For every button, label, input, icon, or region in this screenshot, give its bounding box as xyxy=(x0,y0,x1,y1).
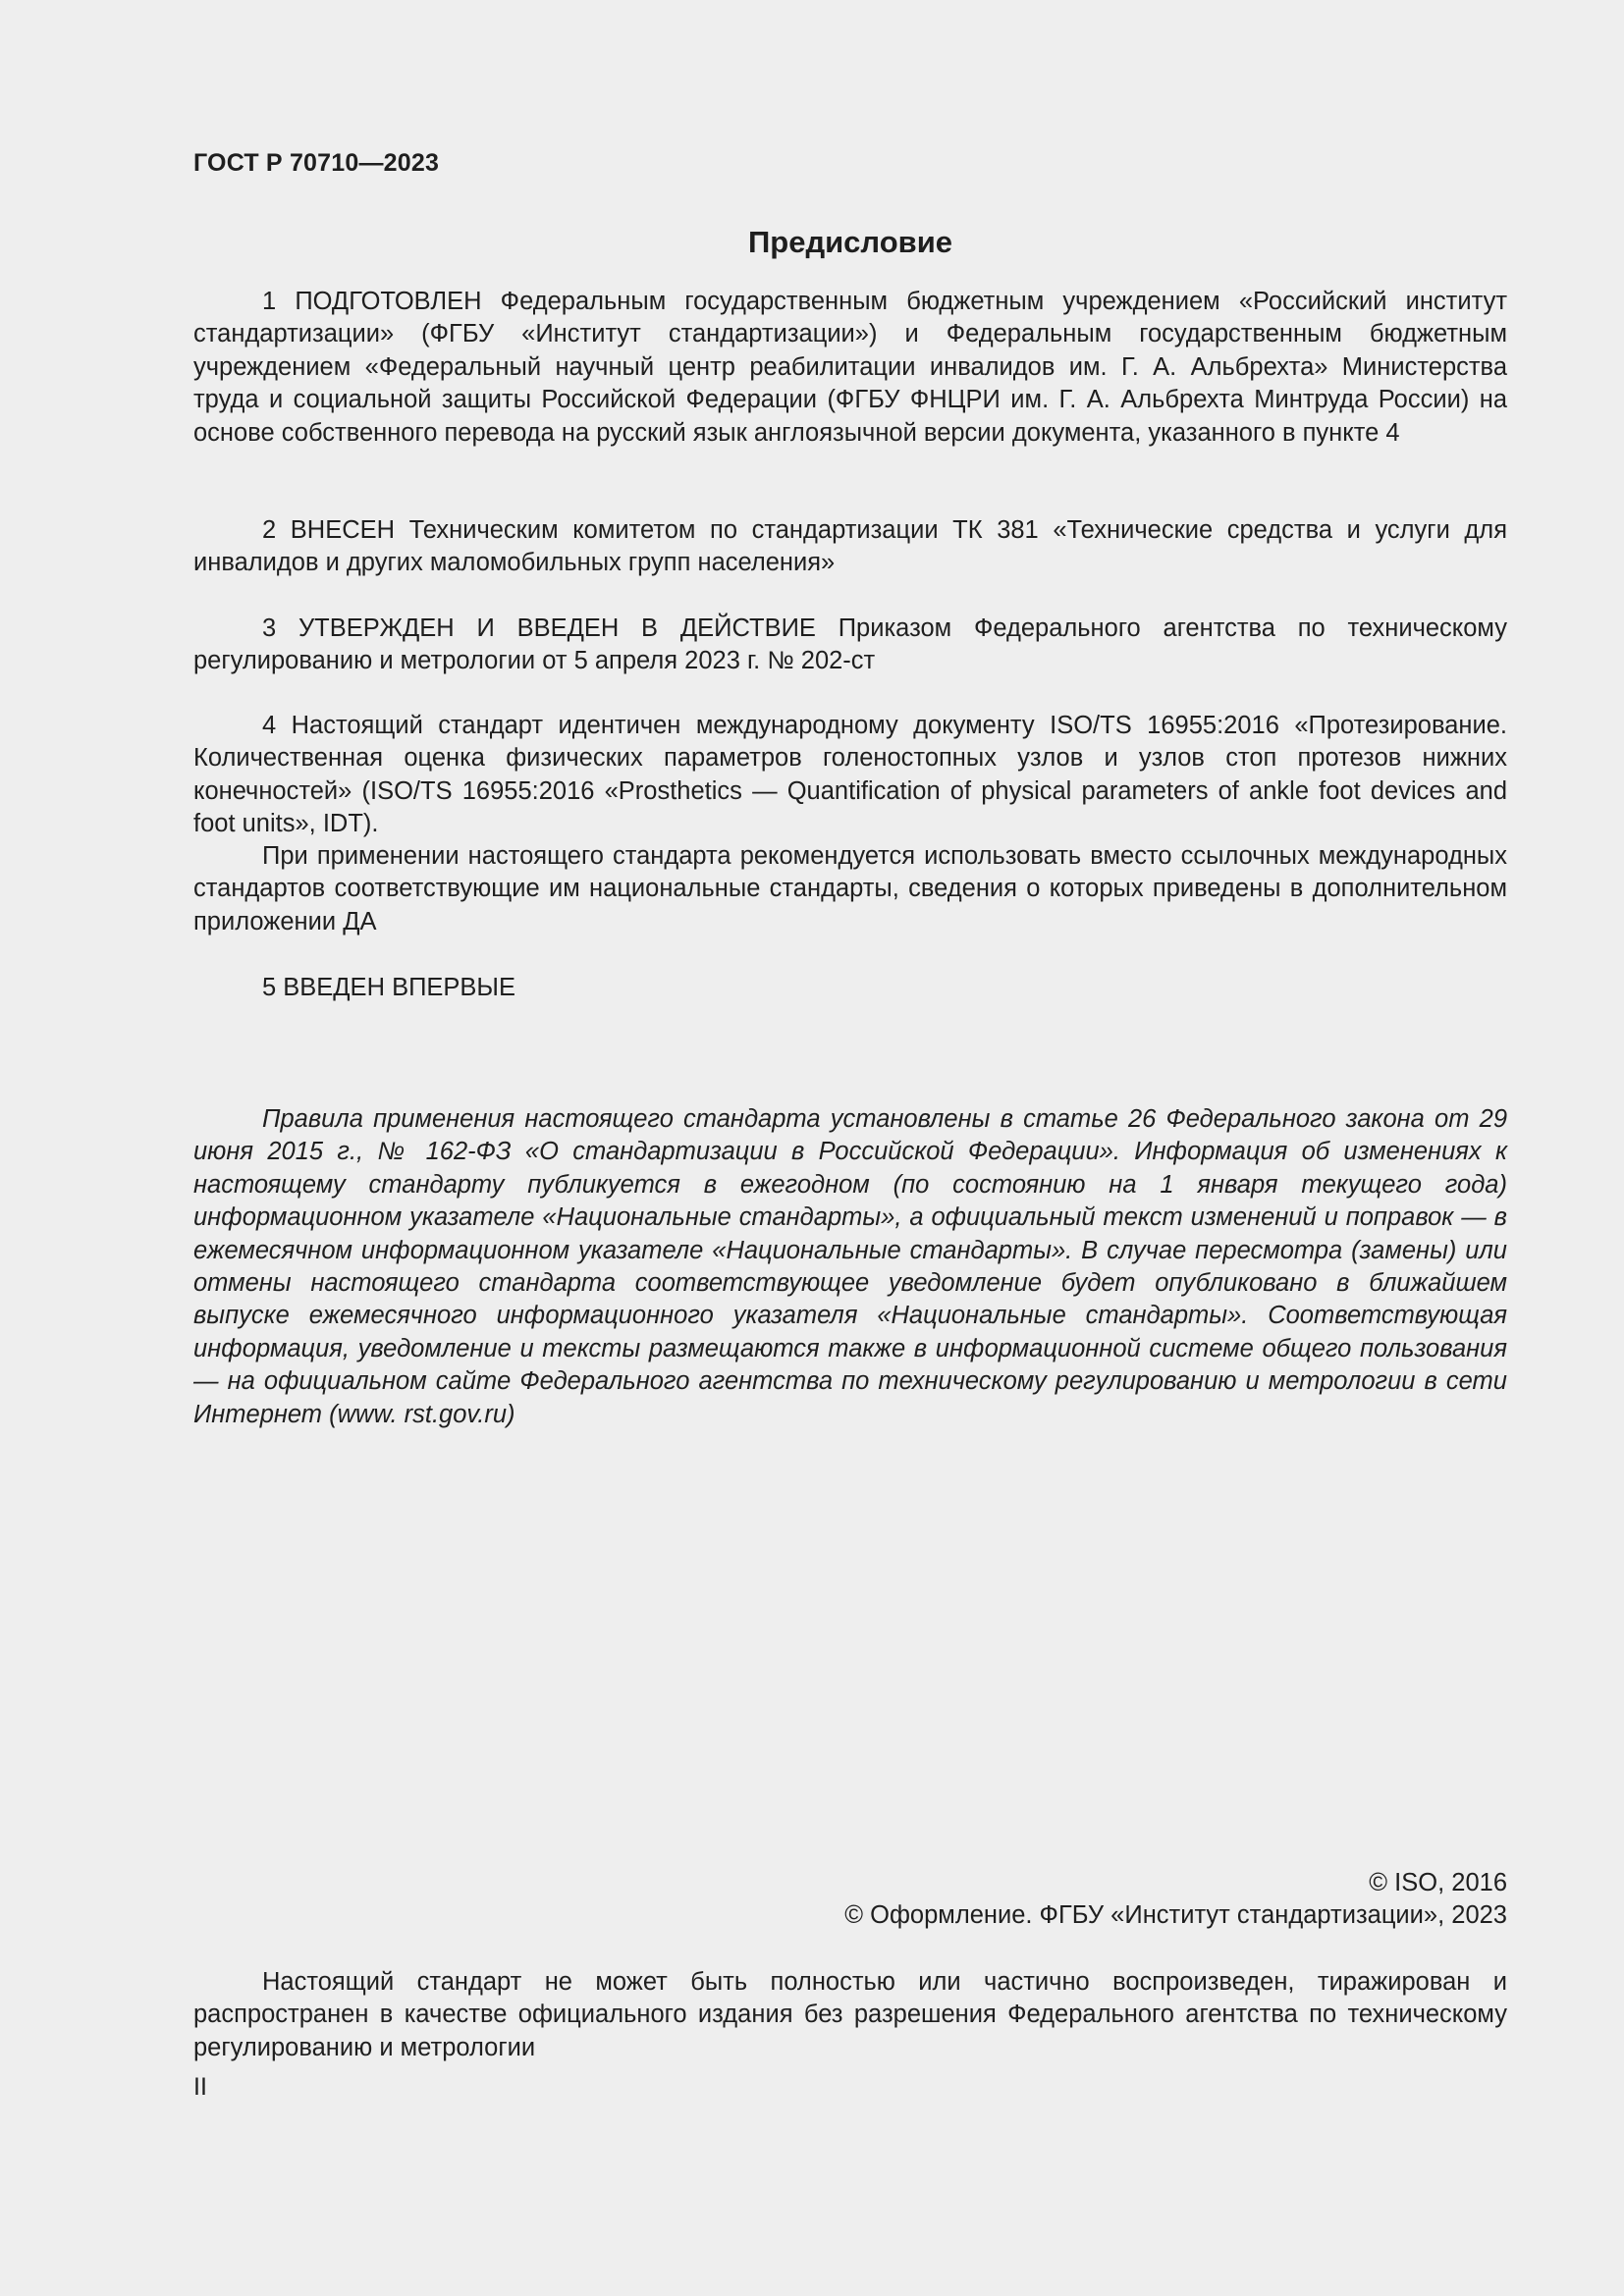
preface-section-2 xyxy=(193,514,1507,580)
page-title: Предисловие xyxy=(747,225,952,259)
section-4-note-text: При применении настоящего стандарта рекомендуется использовать вместо ссылочных международных стандартов соответствующие им национальные стандарты, сведения о которых приведены в дополнительном приложении ДА xyxy=(193,842,1507,935)
preface-section-5 xyxy=(193,972,1507,1004)
preface-section-4-note xyxy=(193,840,1507,938)
reproduction-notice xyxy=(193,1966,1507,2064)
section-4-text: 4 Настоящий стандарт идентичен международному документу ISO/TS 16955:2016 «Протезирование. Количественная оценка физических параметров голеностопных узлов и узлов стоп протезов нижних конечностей» (ISO/TS 16955:2016 «Prosthetics — Quantification of physical parameters of ankle foot devices and foot units», IDT). xyxy=(193,712,1507,838)
page-number: II xyxy=(193,2073,207,2101)
section-5-text: 5 ВВЕДЕН ВПЕРВЫЕ xyxy=(262,974,516,1001)
preface-section-3 xyxy=(193,613,1507,678)
preface-section-1 xyxy=(193,286,1507,450)
rules-note-text: Правила применения настоящего стандарта установлены в статье 26 Федерального закона от 29 июня 2015 г., № 162-ФЗ «О стандартизации в Российской Федерации». Информация об изменениях к настоящему стандарту публикуется в ежегодном (по состоянию на 1 января текущего года) информационном указателе «Национальные стандарты», а официальный текст изменений и поправок — в ежемесячном информационном указателе «Национальные стандарты». В случае пересмотра (замены) или отмены настоящего стандарта соответствующее уведомление будет опубликовано в ближайшем выпуске ежемесячного информационного указателя «Национальные стандарты». Соответствующая информация, уведомление и тексты размещаются также в информационной системе общего пользования — на официальном сайте Федерального агентства по техническому регулированию и метрологии в сети Интернет (www. rst.gov.ru) xyxy=(193,1105,1507,1428)
section-2-text: 2 ВНЕСЕН Техническим комитетом по стандартизации ТК 381 «Технические средства и услуги для инвалидов и других маломобильных групп населения» xyxy=(193,516,1507,577)
section-1-text: 1 ПОДГОТОВЛЕН Федеральным государственным бюджетным учреждением «Российский институт стандартизации» (ФГБУ «Институт стандартизации») и Федеральным государственным бюджетным учреждением «Федеральный научный центр реабилитации инвалидов им. Г. А. Альбрехта» Министерства труда и социальной защиты Российской Федерации (ФГБУ ФНЦРИ им. Г. А. Альбрехта Минтруда России) на основе собственного перевода на русский язык англоязычной версии документа, указанного в пункте 4 xyxy=(193,288,1507,447)
copyright-design: © Оформление. ФГБУ «Институт стандартизации», 2023 xyxy=(844,1901,1507,1930)
rules-note xyxy=(193,1103,1507,1431)
copyright-iso: © ISO, 2016 xyxy=(1369,1869,1507,1896)
reproduction-notice-text: Настоящий стандарт не может быть полностью или частично воспроизведен, тиражирован и распространен в качестве официального издания без разрешения Федерального агентства по техническому регулированию и метрологии xyxy=(193,1968,1507,2061)
preface-section-4 xyxy=(193,710,1507,841)
document-code: ГОСТ Р 70710—2023 xyxy=(193,149,440,177)
copyright-block xyxy=(193,1867,1507,1933)
section-3-text: 3 УТВЕРЖДЕН И ВВЕДЕН В ДЕЙСТВИЕ Приказом Федерального агентства по техническому регулированию и метрологии от 5 апреля 2023 г. № 202-ст xyxy=(193,614,1507,675)
